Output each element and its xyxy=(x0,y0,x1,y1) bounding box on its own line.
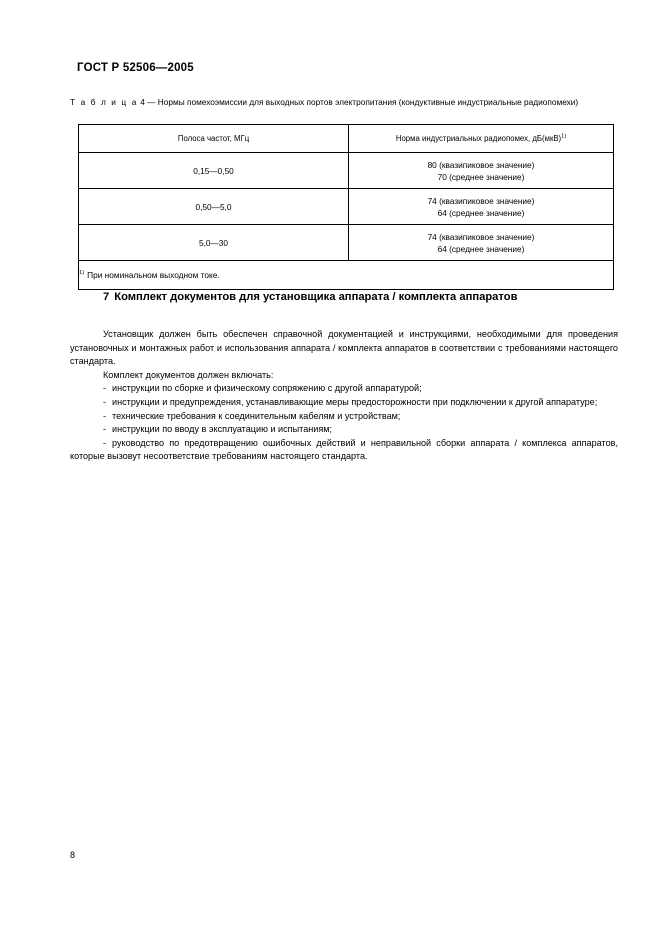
section-title: Комплект документов для установщика аппарата / комплекта аппаратов xyxy=(114,291,518,303)
bullet-dash-icon: - xyxy=(103,424,107,435)
cell-frequency-band: 0,15—0,50 xyxy=(79,153,349,189)
list-item xyxy=(70,396,618,410)
section-number: 7 xyxy=(103,291,110,303)
column-header-frequency-band-text: Полоса частот, МГц xyxy=(177,134,250,143)
limit-average-value: 70 (среднее значение) xyxy=(437,171,525,182)
list-item-label: инструкции и предупреждения, устанавливающие меры предосторожности при подключении к другой аппаратуре; xyxy=(112,396,598,407)
cell-emission-limit xyxy=(349,225,614,261)
section-heading xyxy=(103,291,517,303)
cell-frequency-band: 0,50—5,0 xyxy=(79,189,349,225)
running-header: ГОСТ Р 52506—2005 xyxy=(77,62,194,74)
table-footnote-text: При номинальном выходном токе. xyxy=(87,270,220,280)
cell-frequency-band: 5,0—30 xyxy=(79,225,349,261)
table-caption xyxy=(70,96,618,108)
list-item xyxy=(70,382,618,396)
table-footnote xyxy=(79,261,614,290)
bullet-dash-icon: - xyxy=(103,383,107,394)
list-item xyxy=(70,437,618,464)
column-header-frequency-band xyxy=(79,125,349,153)
table-caption-label: Т а б л и ц а xyxy=(70,97,138,107)
list-item-label: руководство по предотвращению ошибочных действий и неправильной сборки аппарата / комплекса аппаратов, которые вызовут несоответствие требованиям настоящего стандарта. xyxy=(70,437,618,462)
cell-emission-limit xyxy=(349,153,614,189)
table-row xyxy=(79,225,614,261)
list-item-label: инструкции по вводу в эксплуатацию и испытаниям; xyxy=(112,424,333,435)
table-caption-text: Нормы помехоэмиссии для выходных портов электропитания (кондуктивные индустриальные радиопомехи) xyxy=(157,97,579,107)
column-header-emission-limit xyxy=(349,125,614,153)
list-item-label: технические требования к соединительным кабелям и устройствам; xyxy=(112,410,401,421)
cell-emission-limit xyxy=(349,189,614,225)
page-number: 8 xyxy=(70,850,76,860)
column-header-emission-limit-text: Норма индустриальных радиопомех, дБ(мкВ) xyxy=(395,134,562,143)
table-row xyxy=(79,153,614,189)
table-footnote-row xyxy=(79,261,614,290)
limit-average-value: 64 (среднее значение) xyxy=(437,207,525,218)
table-caption-number: 4 xyxy=(140,97,145,107)
paragraph-installer-requirements: Установщик должен быть обеспечен справочной документацией и инструкциями, необходимыми для проведения установочных и монтажных работ и использования аппарата / комплекта аппаратов в соответствии с требованиями настоящего стандарта. xyxy=(70,329,618,367)
bullet-dash-icon: - xyxy=(103,396,107,407)
table-footnote-marker: 1) xyxy=(79,270,85,277)
table-body xyxy=(79,153,614,290)
limit-quasipeak-value: 74 (квазипиковое значение) xyxy=(427,231,535,242)
bullet-dash-icon: - xyxy=(103,410,107,421)
limit-quasipeak-value: 80 (квазипиковое значение) xyxy=(427,159,535,170)
table-caption-dash: — xyxy=(147,97,156,107)
list-item-label: инструкции по сборке и физическому сопряжению с другой аппаратурой; xyxy=(112,383,422,394)
list-item xyxy=(70,410,618,424)
table-row xyxy=(79,189,614,225)
limit-average-value: 64 (среднее значение) xyxy=(437,243,525,254)
document-set-list xyxy=(70,382,618,464)
section-body xyxy=(70,328,618,464)
table-header-row-group xyxy=(79,125,614,153)
column-header-footnote-marker: 1) xyxy=(561,133,567,140)
table-header-row xyxy=(79,125,614,153)
bullet-dash-icon: - xyxy=(103,437,107,448)
limit-quasipeak-value: 74 (квазипиковое значение) xyxy=(427,195,535,206)
emission-limits-table xyxy=(78,124,614,290)
paragraph-document-set-intro: Комплект документов должен включать: xyxy=(103,369,274,380)
list-item xyxy=(70,423,618,437)
